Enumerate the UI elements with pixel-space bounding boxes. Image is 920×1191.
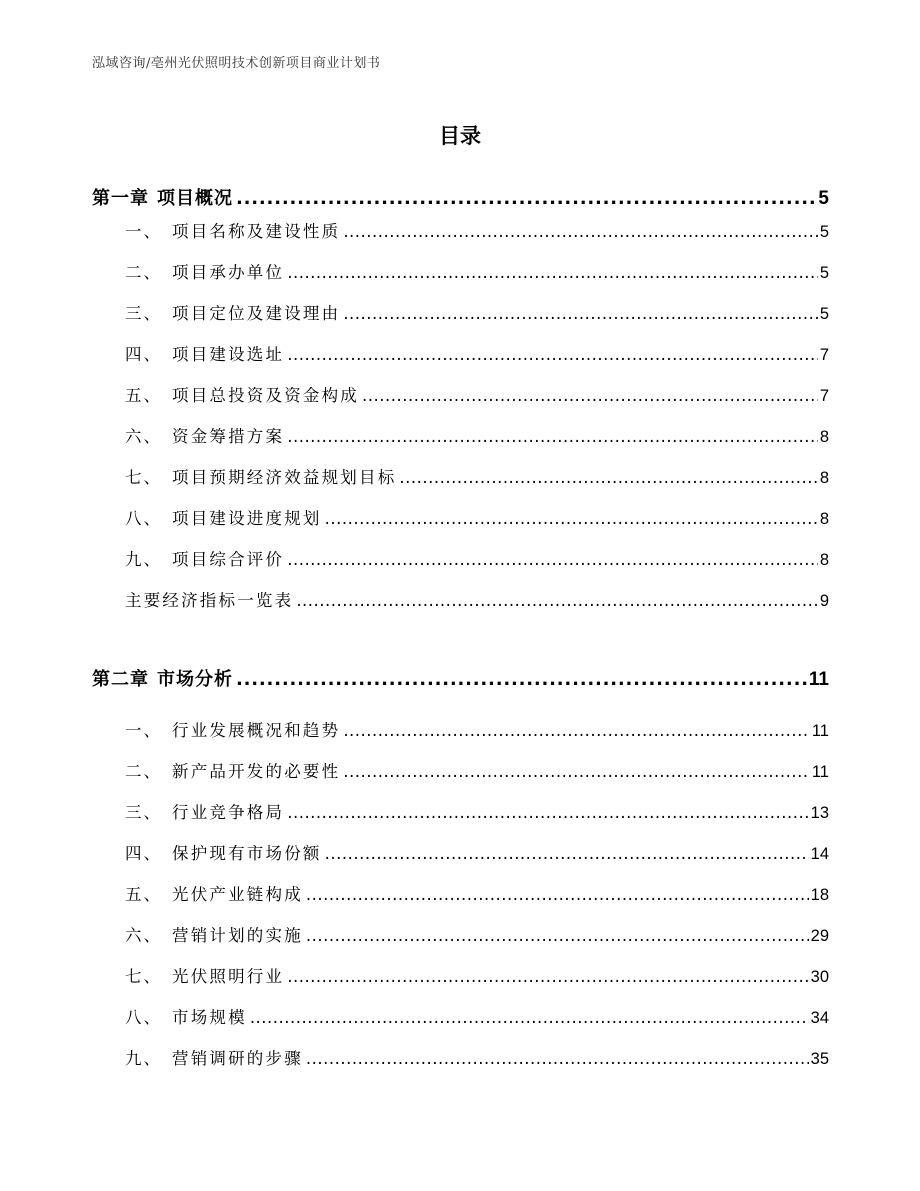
dot-leader: [306, 926, 809, 945]
section-title: 项目名称及建设性质: [172, 222, 341, 241]
dot-leader: [343, 304, 818, 323]
section-number: 四、: [125, 345, 162, 364]
section-title: 保护现有市场份额: [172, 844, 322, 863]
toc-entry[interactable]: [92, 464, 829, 488]
page-number: 29: [810, 927, 829, 945]
page-number: 11: [808, 669, 829, 690]
dot-leader: [287, 345, 818, 364]
toc-entry[interactable]: [92, 300, 829, 324]
toc-entry[interactable]: [92, 1045, 829, 1069]
dot-leader: [325, 509, 818, 528]
section-title: 项目预期经济效益规划目标: [172, 468, 397, 487]
section-title: 项目定位及建设理由: [172, 304, 341, 323]
section-number: 三、: [125, 803, 162, 822]
section-title: 光伏产业链构成: [172, 885, 303, 904]
section-title: 营销调研的步骤: [172, 1049, 303, 1068]
page-number: 30: [810, 968, 829, 986]
page-number: 11: [811, 722, 829, 740]
running-header: 泓域咨询/亳州光伏照明技术创新项目商业计划书: [92, 56, 381, 71]
dot-leader: [306, 1049, 809, 1068]
section-title: 资金筹措方案: [172, 427, 285, 446]
dot-leader: [362, 386, 818, 405]
toc-entry[interactable]: [92, 259, 829, 283]
section-number: 九、: [125, 1049, 162, 1068]
section-number: 九、: [125, 550, 162, 569]
toc-entry[interactable]: [92, 840, 829, 864]
toc-entry[interactable]: [92, 1004, 829, 1028]
page-number: 9: [819, 592, 829, 610]
page-number: 5: [819, 264, 829, 282]
toc-entry[interactable]: [92, 423, 829, 447]
dot-leader: [343, 762, 810, 781]
toc-chapter-1[interactable]: [92, 184, 829, 210]
toc-title: 目录: [439, 124, 481, 148]
section-number: 二、: [125, 762, 162, 781]
dot-leader: [343, 721, 810, 740]
toc-entry[interactable]: [92, 546, 829, 570]
section-number: 三、: [125, 304, 162, 323]
section-number: 一、: [125, 222, 162, 241]
dot-leader: [287, 803, 808, 822]
page-number: 5: [818, 188, 829, 209]
section-number: 五、: [125, 885, 162, 904]
dot-leader: [296, 591, 818, 610]
page-number: 7: [819, 346, 829, 364]
toc-entry[interactable]: [92, 758, 829, 782]
dot-leader: [236, 188, 816, 209]
toc-entry[interactable]: [92, 963, 829, 987]
dot-leader: [325, 844, 809, 863]
section-title: 项目建设选址: [172, 345, 285, 364]
page-number: 34: [810, 1009, 829, 1027]
chapter-title: 项目概况: [157, 188, 233, 209]
page-number: 8: [819, 510, 829, 528]
section-title: 营销计划的实施: [172, 926, 303, 945]
toc-entry[interactable]: [92, 505, 829, 529]
toc-entry[interactable]: [92, 922, 829, 946]
section-number: 七、: [125, 468, 162, 487]
section-number: 四、: [125, 844, 162, 863]
section-number: 二、: [125, 263, 162, 282]
toc-entry[interactable]: [92, 341, 829, 365]
dot-leader: [287, 550, 818, 569]
dot-leader: [287, 263, 818, 282]
chapter-title: 市场分析: [157, 669, 233, 690]
section-title: 主要经济指标一览表: [125, 591, 294, 610]
section-title: 行业竞争格局: [172, 803, 285, 822]
chapter-number: 第二章: [92, 669, 149, 690]
chapter-number: 第一章: [92, 188, 149, 209]
page-number: 11: [811, 763, 829, 781]
toc-entry[interactable]: [92, 799, 829, 823]
dot-leader: [287, 967, 808, 986]
dot-leader: [399, 468, 817, 487]
section-title: 行业发展概况和趋势: [172, 721, 341, 740]
dot-leader: [287, 427, 818, 446]
dot-leader: [250, 1008, 809, 1027]
section-number: 八、: [125, 1008, 162, 1027]
section-title: 项目综合评价: [172, 550, 285, 569]
toc-chapter-2[interactable]: [92, 665, 829, 691]
section-number: 六、: [125, 926, 162, 945]
page-number: 14: [810, 845, 829, 863]
toc-entry[interactable]: [92, 881, 829, 905]
page-number: 8: [819, 428, 829, 446]
dot-leader: [343, 222, 818, 241]
section-number: 一、: [125, 721, 162, 740]
toc-entry[interactable]: [92, 218, 829, 242]
dot-leader: [306, 885, 809, 904]
page-number: 5: [819, 305, 829, 323]
page-number: 35: [810, 1050, 829, 1068]
section-title: 项目承办单位: [172, 263, 285, 282]
section-title: 项目总投资及资金构成: [172, 386, 359, 405]
page-number: 5: [819, 223, 829, 241]
page-number: 13: [810, 804, 829, 822]
toc-entry[interactable]: [92, 587, 829, 611]
page-number: 7: [819, 387, 829, 405]
dot-leader: [236, 669, 807, 690]
section-title: 项目建设进度规划: [172, 509, 322, 528]
page-number: 8: [819, 551, 829, 569]
section-title: 市场规模: [172, 1008, 247, 1027]
section-number: 八、: [125, 509, 162, 528]
page-number: 18: [810, 886, 829, 904]
section-number: 七、: [125, 967, 162, 986]
section-number: 六、: [125, 427, 162, 446]
page-number: 8: [819, 469, 829, 487]
toc-entry[interactable]: [92, 382, 829, 406]
section-title: 新产品开发的必要性: [172, 762, 341, 781]
toc-entry[interactable]: [92, 717, 829, 741]
section-number: 五、: [125, 386, 162, 405]
section-title: 光伏照明行业: [172, 967, 285, 986]
